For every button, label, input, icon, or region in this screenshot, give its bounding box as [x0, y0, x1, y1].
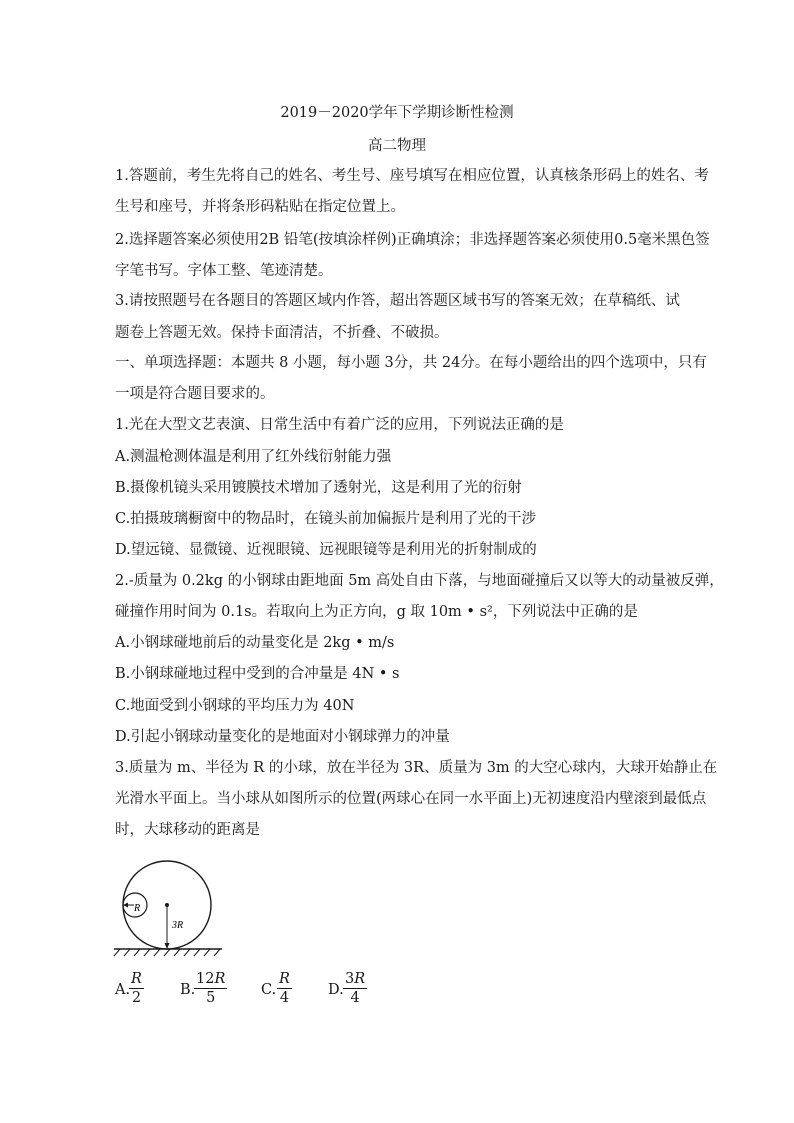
q3-option-c-letter: C.	[261, 982, 277, 998]
header-title: 2019－2020学年下学期诊断性检测	[280, 105, 514, 121]
small-radius-label: R	[134, 903, 141, 914]
instruction-line: 2.选择题答案必须使用2B 铅笔(按填涂样例)正确填涂；非选择题答案必须使用0.5毫米黑色签	[115, 232, 710, 248]
denominator: 4	[350, 990, 360, 1006]
denominator: 5	[206, 990, 216, 1006]
section-heading: 一、单项选择题：本题共 8 小题，每小题 3分，共 24分。在每小题给出的四个选项中，只有	[115, 355, 707, 371]
q1-stem: 1.光在大型文艺表演、日常生活中有着广泛的应用，下列说法正确的是	[115, 417, 564, 433]
q3-option-d-fraction	[343, 970, 367, 1007]
q3-option-b-letter: B.	[180, 982, 196, 998]
ground-hatching	[114, 949, 220, 956]
q3-stem: 3.质量为 m、半径为 R 的小球，放在半径为 3R、质量为 3m 的大空心球内，大球开始静止在	[115, 760, 718, 776]
q3-option-a-fraction	[129, 970, 144, 1007]
large-radius-label: 3R	[172, 920, 184, 931]
instruction-line: 1.答题前，考生先将自己的姓名、考生号、座号填写在相应位置，认真核条形码上的姓名、考	[115, 168, 709, 184]
small-radius-arrowhead	[123, 903, 128, 908]
denominator: 4	[279, 990, 290, 1006]
denominator: 2	[131, 990, 142, 1006]
q2-option-d: D.引起小钢球动量变化的是地面对小钢球弹力的冲量	[115, 729, 450, 745]
q3-stem: 时，大球移动的距离是	[115, 822, 260, 838]
q3-option-d-letter: D.	[328, 982, 344, 998]
instruction-line: 字笔书写。字体工整、笔迹清楚。	[115, 263, 333, 279]
q2-option-a: A.小钢球碰地前后的动量变化是 2kg • m/s	[115, 635, 395, 651]
numerator-variable: R	[131, 971, 142, 987]
numerator-variable: R	[214, 971, 226, 987]
q2-stem: 2.-质量为 0.2kg 的小钢球由距地面 5m 高处自由下落，与地面碰撞后又以等大的动量被反弹，	[115, 573, 724, 589]
instruction-line: 3.请按照题号在各题目的答题区域内作答，超出答题区域书写的答案无效；在草稿纸、试	[115, 293, 680, 309]
instruction-line: 生号和座号，并将条形码粘贴在指定位置上。	[115, 199, 405, 215]
q3-option-b-fraction	[194, 970, 227, 1007]
numerator-coefficient: 3	[345, 971, 355, 987]
q1-option-b: B.摄像机镜头采用镀膜技术增加了透射光，这是利用了光的衍射	[115, 480, 522, 496]
q2-option-c: C.地面受到小钢球的平均压力为 40N	[115, 698, 355, 714]
q1-option-a: A.测温枪测体温是利用了红外线衍射能力强	[115, 449, 392, 465]
large-radius-arrowhead	[165, 943, 170, 949]
q3-option-a-letter: A.	[115, 982, 131, 998]
q1-option-c: C.拍摄玻璃橱窗中的物品时，在镜头前加偏振片是利用了光的干涉	[115, 511, 537, 527]
section-heading: 一项是符合题目要求的。	[115, 386, 275, 402]
numerator-variable: R	[279, 971, 290, 987]
instruction-line: 题卷上答题无效。保持卡面清洁，不折叠、不破损。	[115, 325, 449, 341]
q3-figure	[110, 855, 230, 965]
numerator-variable: R	[354, 971, 366, 987]
q3-stem: 光滑水平面上。当小球从如图所示的位置(两球心在同一水平面上)无初速度沿内壁滚到最低点	[115, 791, 707, 807]
q2-option-b: B.小钢球碰地过程中受到的合冲量是 4N • s	[115, 666, 400, 682]
q1-option-d: D.望远镜、显微镜、近视眼镜、远视眼镜等是利用光的折射制成的	[115, 542, 537, 558]
q3-option-c-fraction	[277, 970, 292, 1007]
header-subject: 高二物理	[368, 138, 426, 154]
numerator-coefficient: 12	[196, 971, 215, 987]
q2-stem: 碰撞作用时间为 0.1s。若取向上为正方向，g 取 10m • s²，下列说法中正确的是	[115, 604, 638, 620]
